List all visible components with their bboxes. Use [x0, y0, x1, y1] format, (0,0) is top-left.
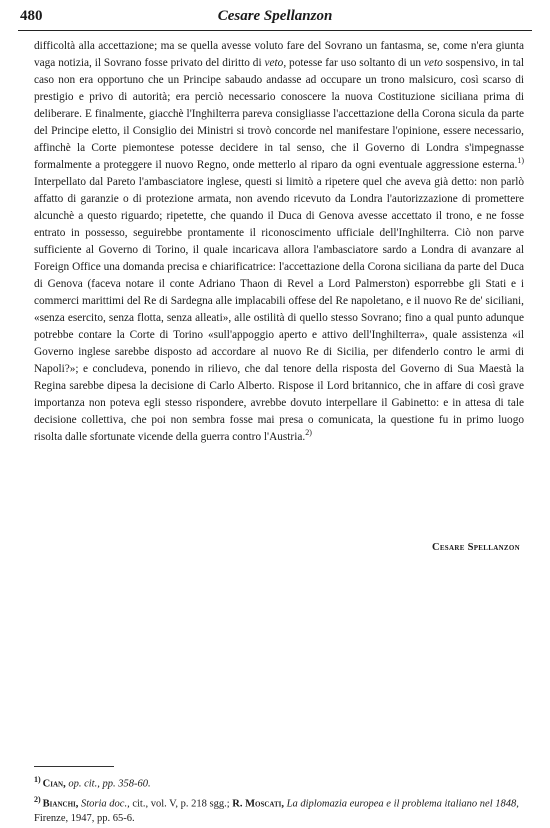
footnote-rule: [34, 766, 114, 767]
footnote-ref-2: 2): [305, 428, 312, 438]
body-paragraph: [34, 38, 524, 446]
footnote-author: Cian,: [42, 778, 66, 790]
footnote-1: [34, 772, 524, 792]
footnote-author: R. Moscati,: [232, 798, 284, 809]
footnote-citation: op. cit., pp. 358-60.: [65, 778, 151, 790]
footnote-citation: Firenze, 1947, pp. 65-6.: [34, 813, 135, 824]
running-head: Cesare Spellanzon: [217, 8, 333, 24]
body-veto-italic-2: veto: [423, 57, 443, 69]
footnotes: [34, 772, 524, 826]
page-number: 480: [20, 8, 43, 24]
author-signature: Cesare Spellanzon: [431, 542, 520, 553]
footnote-author: Bianchi,: [42, 798, 79, 809]
body-text-4: Interpellato dal Pareto l'ambasciatore inglese, questi si limitò a ripetere quel che aveva già detto: non parlò affatto di garanzie o di protezione armata, non avendo ricevuto da Londra l'autorizzazione di promettere alcunchè a questo riguardo; ripetette, che quando il Duca di Genova avesse accettato il trono, e ne fosse entrato in possesso, seguirebbe prontamente il riconoscimento ufficiale dell'Inghilterra. Ciò non parve sufficiente al Governo di Torino, il quale incaricava allora l'ambasciatore sardo a Londra di avanzare al Foreign Office una domanda precisa e chiarificatrice: l'accettazione della Corona siciliana da parte del Duca di Genova (faceva notare il conte Adriano Thaon di Revel a Lord Palmerston) esporrebbe gli Stati e i commerci marittimi del Re di Sardegna alle implacabili offese del Re napoletano, e il nuovo Re de' siciliani, «senza esercito, senza flotta, senza alleati», alle ostilità di quello stesso Sovrano; fino a qual punto adunque potrebbe contare la Corte di Torino «sull'appoggio aperto e attivo dell'Inghilterra», quale assistenza «il Governo inglese sarebbe disposto ad accordare al nuovo Re di Sicilia, per difenderlo contro le armi di Napoli?»; e concludeva, ponendo in rilievo, che dal tenore della risposta del Governo di Sua Maestà la Regina sarebbe dipesa la decisione di Carlo Alberto. Rispose il Lord britannico, che in affare di così grave importanza non poteva egli stesso rispondere, avrebbe dovuto interpellare il Gabinetto: e in attesa di tale decisione collettiva, che poi non sembra fosse mai presa o comunicata, la questione fu in primo luogo risolta dalle sfortunate vicende della guerra contro l'Austria.: [34, 176, 524, 443]
footnote-citation: cit., vol. V, p. 218 sgg.;: [129, 798, 233, 809]
footnote-mark: 2): [34, 794, 41, 804]
body-text-3: sospensivo, in tal caso non era opportuno che un Principe sabaudo andasse ad occupare un trono malsicuro, così scarso di prestigio e privo di autorità; era perciò necessario conoscere la nuova Costituzione siciliana prima di deliberare. E finalmente, giacchè l'Inghilterra pareva consigliasse l'accettazione della Corona sicula da parte del Principe eletto, il Consiglio dei Ministri si trovò concorde nel manifestare l'opinione, essere necessario, affinchè la Corte piemontese potesse decidere in tal senso, che il Governo di Londra s'impegnasse formalmente a proteggere il nuovo Regno, onde metterlo al riparo da ogni eventuale aggressione esterna.: [34, 57, 524, 171]
footnote-ref-1: 1): [517, 156, 524, 166]
body-text-1: difficoltà alla accettazione; ma se quella avesse voluto fare del Sovrano un fantasma, se, come n'era giunta vaga notizia, il Sovrano fosse privato del diritto di: [34, 40, 524, 69]
body-text-2: potesse far uso soltanto di un: [286, 57, 424, 69]
body-veto-italic-1: veto,: [264, 57, 287, 69]
footnote-title: Storia doc.,: [78, 798, 130, 809]
header-rule: [18, 30, 532, 31]
footnote-title: La diplomazia europea e il problema italiano nel 1848,: [284, 798, 519, 809]
footnote-2: [34, 792, 524, 827]
footnote-mark: 1): [34, 775, 41, 784]
page-header: [20, 8, 530, 30]
